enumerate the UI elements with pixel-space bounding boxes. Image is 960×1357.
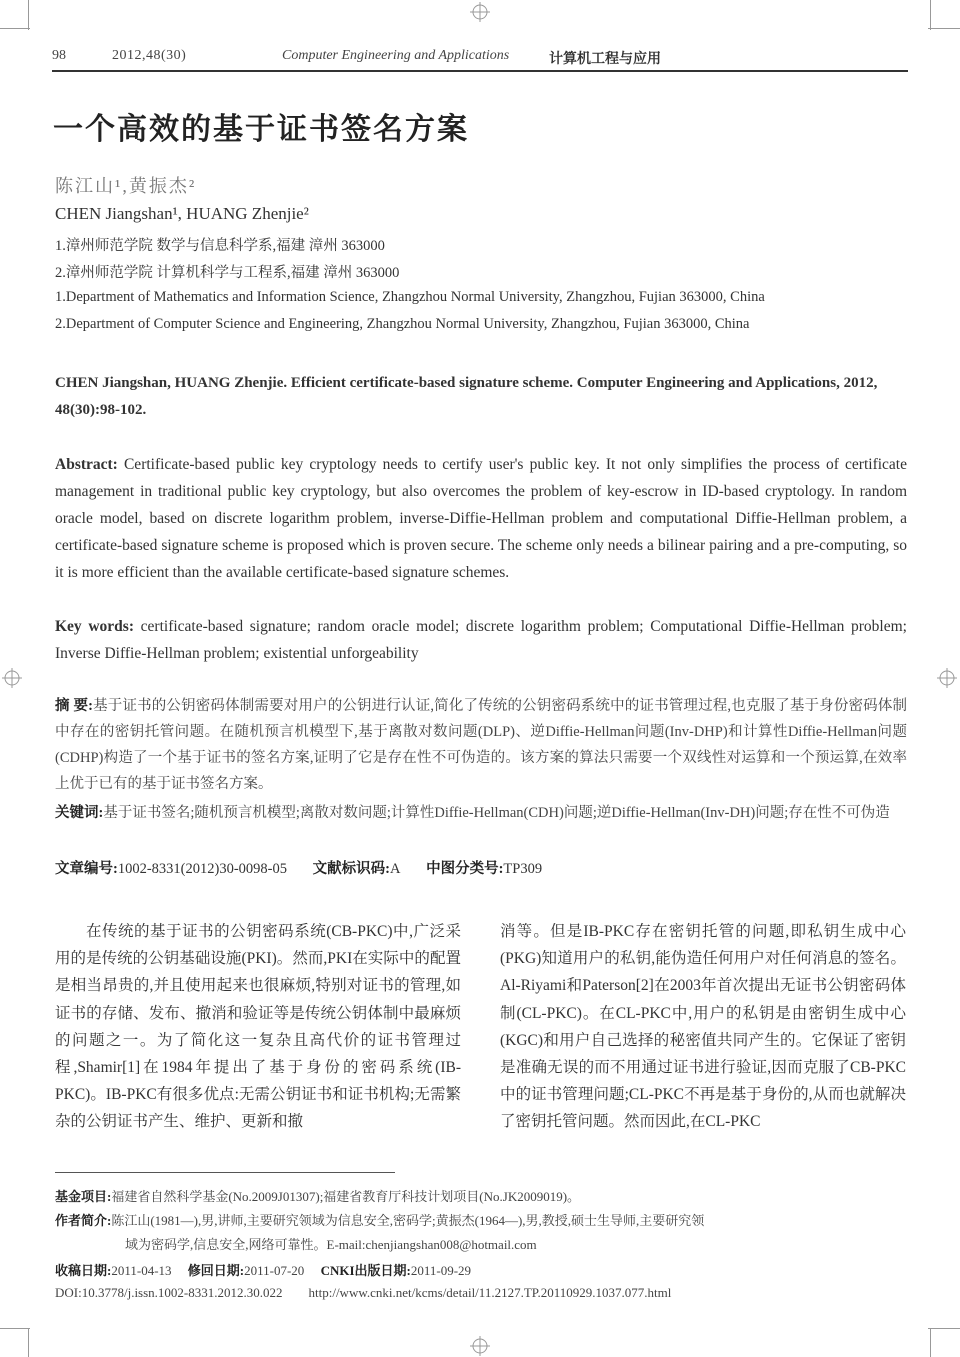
registration-mark-icon	[2, 668, 22, 688]
crop-mark	[0, 1328, 30, 1329]
affiliation-cn-2: 2.漳州师范学院 计算机科学与工程系,福建 漳州 363000	[55, 265, 400, 281]
class-no-label: 中图分类号:	[426, 861, 504, 877]
affiliation-en-2: 2.Department of Computer Science and Engineering, Zhangzhou Normal University, Zhangzhou, Fujian 363000, China	[55, 316, 750, 332]
body-column-left: 在传统的基于证书的公钥密码系统(CB-PKC)中,广泛采用的是传统的公钥基础设施(PKI)。然而,PKI在实际中的配置是相当昂贵的,并且使用起来也很麻烦,特别对证书的管理,如证书的存储、发布、撤消和验证等是传统公钥体制中最麻烦的问题之一。为了简化这一复杂且高代价的证书管理过程,Shamir[1]在1984年提出了基于身份的密码系统(IB-PKC)。IB-PKC有很多优点:无需公钥证书和证书机构;无需繁杂的公钥证书产生、维护、更新和撤	[55, 923, 461, 1131]
journal-name-en: Computer Engineering and Applications	[282, 48, 510, 63]
affiliation-en-1: 1.Department of Mathematics and Information Science, Zhangzhou Normal University, Zhangzhou, Fujian 363000, China	[55, 289, 765, 305]
crop-mark	[930, 1328, 931, 1357]
authors-en: CHEN Jiangshan¹, HUANG Zhenjie²	[55, 204, 309, 223]
keywords-en	[55, 613, 907, 667]
author-text: 陈江山(1981—),男,讲师,主要研究领域为信息安全,密码学;黄振杰(1964—),男,教授,硕士生导师,主要研究领	[111, 1213, 705, 1228]
author-label: 作者简介:	[55, 1213, 112, 1228]
paper-title: 一个高效的基于证书签名方案	[53, 112, 469, 147]
abstract-cn	[55, 693, 907, 797]
received-label: 收稿日期:	[55, 1263, 112, 1278]
volume-info: 2012,48(30)	[112, 48, 187, 63]
keywords-cn	[55, 800, 907, 826]
registration-mark-icon	[470, 1336, 490, 1356]
cnki-label: CNKI出版日期:	[320, 1263, 411, 1278]
fund-note	[55, 1186, 910, 1208]
dates-note	[55, 1260, 910, 1282]
running-header	[52, 48, 908, 72]
fund-label: 基金项目:	[55, 1189, 112, 1204]
page-number: 98	[52, 48, 66, 63]
footnote-divider	[55, 1172, 395, 1173]
crop-mark	[930, 0, 931, 30]
crop-mark	[28, 0, 29, 30]
crop-mark	[28, 1328, 29, 1357]
class-no: TP309	[503, 861, 543, 877]
keywords-text: certificate-based signature; random oracle model; discrete logarithm problem; Computational Diffie-Hellman problem; Inverse Diffie-Hellman problem; existential unforgeability	[55, 618, 907, 662]
fund-text: 福建省自然科学基金(No.2009J01307);福建省教育厅科技计划项目(No.JK2009019)。	[111, 1189, 581, 1204]
abstract-cn-label: 摘 要:	[55, 698, 93, 714]
author-note-cont: 域为密码学,信息安全,网络可靠性。E-mail:chenjiangshan008@hotmail.com	[125, 1237, 537, 1252]
abstract-text: Certificate-based public key cryptology needs to certify user's public key. It not only simplifies the process of certificate management in traditional public key cryptology, but also overcomes the problem of key-escrow in ID-based cryptology. In random oracle model, based on discrete logarithm problem, inverse-Diffie-Hellman problem and computational Diffie-Hellman problem, a certificate-based signature scheme is proposed which is proven secure. The scheme only needs a bilinear pairing and a pre-computing, so it is more efficient than the available certificate-based signature schemes.	[55, 456, 907, 581]
doi-line	[55, 1285, 671, 1301]
citation: CHEN Jiangshan, HUANG Zhenjie. Efficient certificate-based signature scheme. Computer Engineering and Applications, 2012, 48(30):98-102.	[55, 375, 878, 418]
keywords-label: Key words:	[55, 618, 134, 635]
received-date: 2011-04-13	[111, 1263, 172, 1278]
body-column-right: 消等。但是IB-PKC存在密钥托管的问题,即私钥生成中心(PKG)知道用户的私钥,能伪造任何用户对任何消息的签名。Al-Riyami和Paterson[2]在2003年首次提出无证书公钥密码体制(CL-PKC)。在CL-PKC中,用户的私钥是由密钥生成中心(KGC)和用户自己选择的秘密值共同产生的。它保证了密钥是准确无误的而不用通过证书进行验证,因而克服了CB-PKC中的证书管理问题;CL-PKC不再是基于身份的,从而也就解决了密钥托管问题。然而因此,在CL-PKC	[500, 923, 906, 1131]
author-note	[55, 1210, 910, 1232]
article-meta	[55, 857, 564, 878]
revised-date: 2011-07-20	[244, 1263, 305, 1278]
registration-mark-icon	[937, 668, 957, 688]
doc-code: A	[389, 861, 401, 877]
article-no: 1002-8331(2012)30-0098-05	[117, 861, 287, 877]
keywords-cn-label: 关键词:	[55, 805, 104, 821]
revised-label: 修回日期:	[187, 1263, 245, 1278]
authors-cn: 陈江山¹,黄振杰²	[55, 176, 197, 196]
doc-code-label: 文献标识码:	[312, 861, 390, 877]
doi: DOI:10.3778/j.issn.1002-8331.2012.30.022	[55, 1285, 283, 1300]
abstract-label: Abstract:	[55, 456, 118, 473]
registration-mark-icon	[470, 2, 490, 22]
keywords-cn-text: 基于证书签名;随机预言机模型;离散对数问题;计算性Diffie-Hellman(CDH)问题;逆Diffie-Hellman(Inv-DH)问题;存在性不可伪造	[103, 805, 890, 821]
cnki-date: 2011-09-29	[410, 1263, 472, 1278]
abstract-cn-text: 基于证书的公钥密码体制需要对用户的公钥进行认证,简化了传统的公钥密码系统中的证书管理过程,也克服了基于身份密码体制中存在的密钥托管问题。在随机预言机模型下,基于离散对数问题(DLP)、逆Diffie-Hellman问题(Inv-DHP)和计算性Diffie-Hellman问题(CDHP)构造了一个基于证书的签名方案,证明了它是存在性不可伪造的。该方案的算法只需要一个双线性对运算和一个预运算,在效率上优于已有的基于证书签名方案。	[55, 698, 907, 792]
affiliation-cn-1: 1.漳州师范学院 数学与信息科学系,福建 漳州 363000	[55, 238, 385, 254]
journal-name-cn: 计算机工程与应用	[549, 51, 661, 67]
abstract-en	[55, 451, 907, 586]
article-no-label: 文章编号:	[55, 861, 118, 877]
cnki-url[interactable]: http://www.cnki.net/kcms/detail/11.2127.TP.20110929.1037.077.html	[308, 1285, 672, 1300]
crop-mark	[0, 28, 30, 29]
crop-mark	[928, 28, 960, 29]
crop-mark	[928, 1328, 960, 1329]
